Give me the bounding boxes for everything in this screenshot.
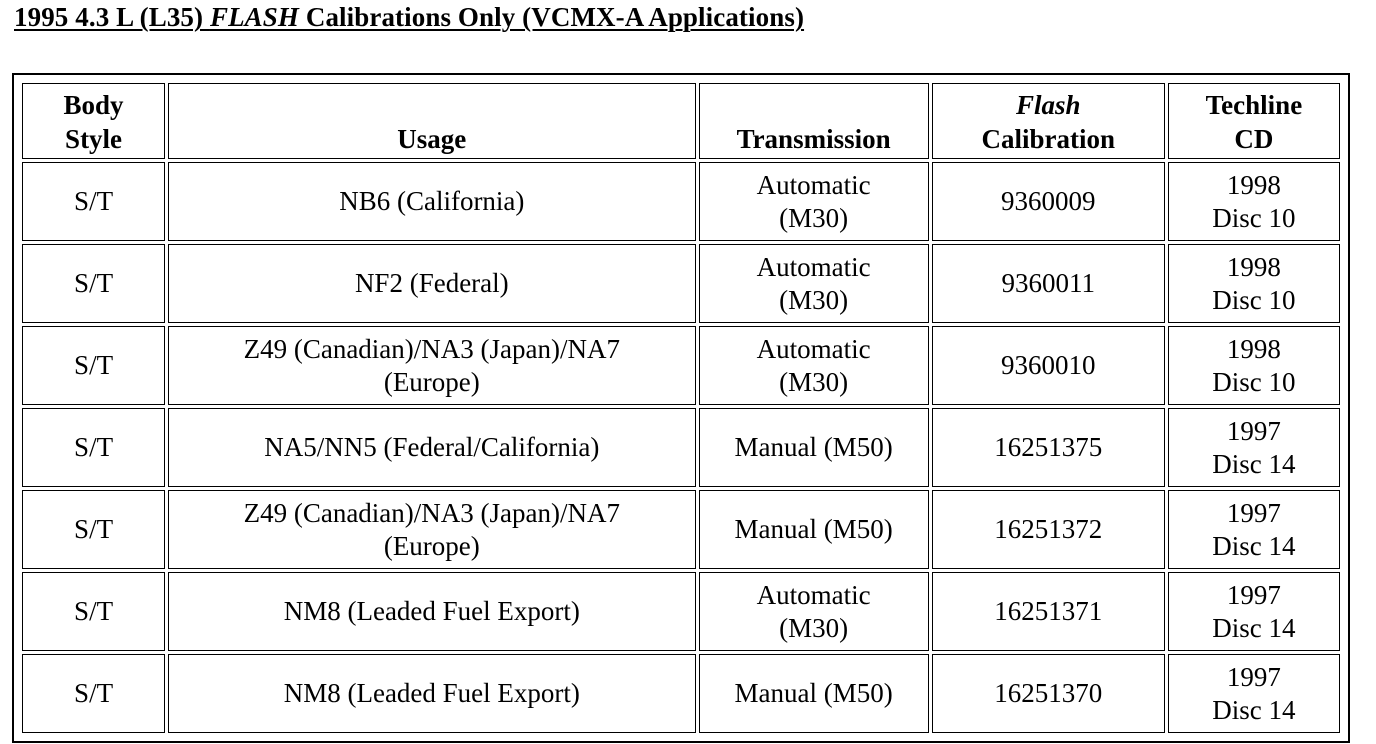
cell-usage-line-2: (Europe) (383, 366, 480, 397)
cell-transmission-line-1: Manual (M50) (734, 514, 893, 544)
table-row (22, 490, 1340, 569)
table-row (22, 654, 1340, 733)
cell-techline-cd-year: 1997 (1226, 415, 1281, 446)
cell-flash-calibration (932, 408, 1165, 487)
cell-transmission (699, 408, 929, 487)
header-body-style-line-2: Style (65, 124, 123, 154)
header-flash-calibration (932, 83, 1165, 159)
cell-transmission-line-1: Manual (M50) (734, 432, 893, 462)
cell-flash-calibration-text: 16251371 (994, 596, 1103, 626)
cell-flash-calibration (932, 162, 1165, 241)
cell-transmission (699, 654, 929, 733)
cell-techline-cd-year: 1997 (1226, 497, 1281, 528)
cell-flash-calibration-text: 9360011 (1001, 268, 1095, 298)
cell-body-style-text: S/T (74, 678, 114, 708)
table-row (22, 326, 1340, 405)
cell-usage (168, 408, 695, 487)
cell-transmission-line-1: Automatic (756, 169, 871, 200)
cell-techline-cd-year: 1998 (1226, 333, 1281, 364)
cell-body-style (22, 654, 165, 733)
header-usage (168, 83, 695, 159)
cell-techline-cd-disc: Disc 14 (1212, 694, 1296, 725)
cell-techline-cd-disc: Disc 10 (1212, 366, 1296, 397)
cell-body-style-text: S/T (74, 432, 114, 462)
cell-techline-cd-year: 1998 (1226, 169, 1281, 200)
cell-transmission (699, 244, 929, 323)
cell-techline-cd (1168, 326, 1340, 405)
cell-body-style-text: S/T (74, 514, 114, 544)
cell-transmission-line-1: Automatic (756, 333, 871, 364)
cell-body-style-text: S/T (74, 596, 114, 626)
document-title-part-1: 1995 4.3 L (L35) (14, 2, 210, 32)
cell-body-style-text: S/T (74, 186, 114, 216)
table-row (22, 572, 1340, 651)
cell-techline-cd (1168, 572, 1340, 651)
cell-flash-calibration (932, 654, 1165, 733)
cell-techline-cd-disc: Disc 10 (1212, 284, 1296, 315)
cell-techline-cd (1168, 654, 1340, 733)
cell-usage-line-1: Z49 (Canadian)/NA3 (Japan)/NA7 (243, 497, 620, 528)
header-techline-cd-line-2: CD (1234, 124, 1274, 154)
header-usage-label: Usage (397, 124, 467, 154)
cell-transmission (699, 572, 929, 651)
cell-flash-calibration-text: 9360010 (1001, 350, 1096, 380)
cell-flash-calibration (932, 572, 1165, 651)
cell-flash-calibration-text: 16251370 (994, 678, 1103, 708)
cell-flash-calibration-text: 16251372 (994, 514, 1103, 544)
cell-body-style (22, 326, 165, 405)
cell-body-style (22, 572, 165, 651)
header-transmission (699, 83, 929, 159)
cell-techline-cd-disc: Disc 10 (1212, 202, 1296, 233)
cell-usage-line-1: NB6 (California) (339, 186, 525, 216)
cell-usage (168, 654, 695, 733)
cell-techline-cd (1168, 490, 1340, 569)
cell-transmission-line-1: Manual (M50) (734, 678, 893, 708)
cell-usage-line-1: Z49 (Canadian)/NA3 (Japan)/NA7 (243, 333, 620, 364)
table-row (22, 162, 1340, 241)
cell-transmission-line-2: (M30) (779, 612, 849, 643)
cell-techline-cd-disc: Disc 14 (1212, 612, 1296, 643)
cell-usage (168, 162, 695, 241)
header-techline-cd-line-1: Techline (1205, 90, 1303, 120)
cell-usage (168, 326, 695, 405)
cell-transmission (699, 162, 929, 241)
cell-techline-cd (1168, 162, 1340, 241)
cell-usage (168, 244, 695, 323)
cell-techline-cd-year: 1998 (1226, 251, 1281, 282)
cell-body-style (22, 490, 165, 569)
cell-usage (168, 572, 695, 651)
cell-flash-calibration (932, 490, 1165, 569)
document-title-flash: FLASH (209, 2, 299, 32)
cell-usage-line-1: NM8 (Leaded Fuel Export) (283, 678, 580, 708)
cell-usage-line-1: NA5/NN5 (Federal/California) (264, 432, 600, 462)
document-title (14, 2, 804, 33)
cell-flash-calibration (932, 244, 1165, 323)
cell-transmission-line-2: (M30) (779, 284, 849, 315)
cell-usage-line-1: NM8 (Leaded Fuel Export) (283, 596, 580, 626)
table-row (22, 408, 1340, 487)
cell-techline-cd-disc: Disc 14 (1212, 530, 1296, 561)
cell-transmission-line-1: Automatic (756, 579, 871, 610)
cell-body-style (22, 244, 165, 323)
cell-usage (168, 490, 695, 569)
table-header-row (22, 83, 1340, 159)
header-techline-cd (1168, 83, 1340, 159)
cell-flash-calibration-text: 16251375 (994, 432, 1103, 462)
calibration-table-frame (12, 73, 1350, 743)
cell-transmission-line-2: (M30) (779, 202, 849, 233)
cell-techline-cd-year: 1997 (1226, 661, 1281, 692)
document-title-part-2: Calibrations Only (VCMX-A Applications) (299, 2, 805, 32)
cell-transmission (699, 326, 929, 405)
header-body-style (22, 83, 165, 159)
header-flash-calibration-line-2: Calibration (981, 124, 1116, 154)
cell-techline-cd-disc: Disc 14 (1212, 448, 1296, 479)
cell-techline-cd (1168, 408, 1340, 487)
cell-techline-cd (1168, 244, 1340, 323)
cell-body-style-text: S/T (74, 268, 114, 298)
cell-flash-calibration (932, 326, 1165, 405)
cell-flash-calibration-text: 9360009 (1001, 186, 1096, 216)
calibration-table (19, 80, 1343, 736)
table-row (22, 244, 1340, 323)
header-body-style-line-1: Body (63, 90, 124, 120)
cell-body-style-text: S/T (74, 350, 114, 380)
cell-usage-line-1: NF2 (Federal) (354, 268, 509, 298)
cell-techline-cd-year: 1997 (1226, 579, 1281, 610)
header-transmission-label: Transmission (736, 124, 891, 154)
header-flash-calibration-line-1: Flash (1015, 90, 1081, 120)
cell-transmission-line-1: Automatic (756, 251, 871, 282)
cell-transmission-line-2: (M30) (779, 366, 849, 397)
cell-usage-line-2: (Europe) (383, 530, 480, 561)
cell-body-style (22, 162, 165, 241)
cell-transmission (699, 490, 929, 569)
cell-body-style (22, 408, 165, 487)
